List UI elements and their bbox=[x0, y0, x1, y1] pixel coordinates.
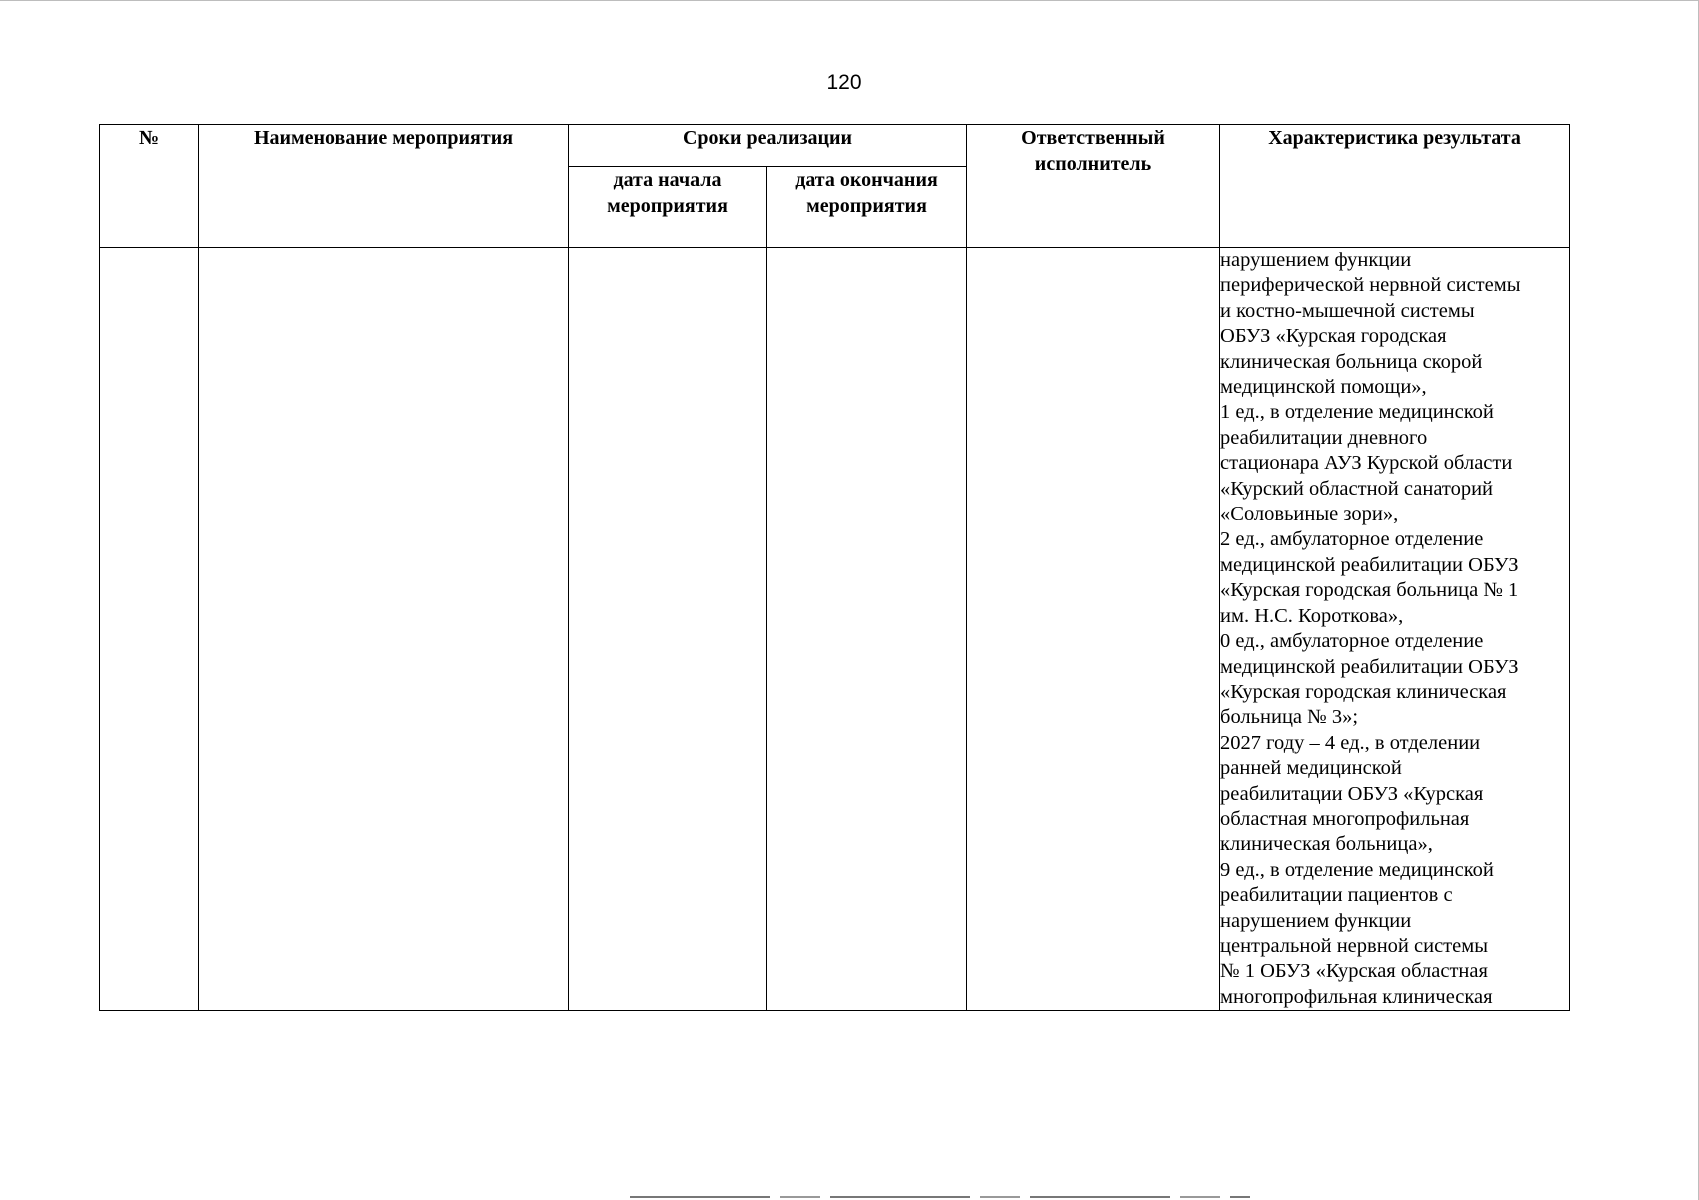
header-activity-name: Наименование мероприятия bbox=[199, 125, 569, 248]
page-number: 120 bbox=[826, 71, 862, 94]
header-start-date: дата начала мероприятия bbox=[569, 167, 767, 248]
result-line: «Курская городская больница № 1 bbox=[1220, 579, 1519, 602]
result-line: клиническая больница», bbox=[1220, 833, 1433, 856]
result-line: многопрофильная клиническая bbox=[1220, 985, 1493, 1008]
table-row bbox=[100, 248, 1570, 1011]
header-result: Характеристика результата bbox=[1220, 125, 1570, 248]
cell-number bbox=[100, 248, 199, 1011]
result-line: областная многопрофильная bbox=[1220, 807, 1470, 830]
result-line: медицинской реабилитации ОБУЗ bbox=[1220, 655, 1519, 678]
result-line: ранней медицинской bbox=[1220, 757, 1402, 780]
result-line: больница № 3»; bbox=[1220, 706, 1359, 729]
result-line: медицинской реабилитации ОБУЗ bbox=[1220, 553, 1519, 576]
header-implementation-terms: Сроки реализации bbox=[569, 125, 967, 167]
cell-responsible bbox=[967, 248, 1220, 1011]
result-line: нарушением функции bbox=[1220, 909, 1412, 932]
header-number: № bbox=[100, 125, 199, 248]
cell-activity-name bbox=[199, 248, 569, 1011]
result-line: «Соловьиные зори», bbox=[1220, 503, 1399, 526]
cell-start-date bbox=[569, 248, 767, 1011]
activities-table bbox=[99, 124, 1570, 1011]
result-line: клиническая больница скорой bbox=[1220, 350, 1483, 373]
result-line: и костно-мышечной системы bbox=[1220, 299, 1475, 322]
result-line: реабилитации ОБУЗ «Курская bbox=[1220, 782, 1484, 805]
result-line: стационара АУЗ Курской области bbox=[1220, 452, 1513, 475]
result-line: реабилитации дневного bbox=[1220, 426, 1428, 449]
result-line: периферической нервной системы bbox=[1220, 274, 1521, 297]
header-responsible: Ответственный исполнитель bbox=[967, 125, 1220, 248]
result-line: 2027 году – 4 ед., в отделении bbox=[1220, 731, 1481, 754]
result-line: нарушением функции bbox=[1220, 249, 1412, 271]
result-line: 9 ед., в отделение медицинской bbox=[1220, 858, 1494, 881]
result-line: 2 ед., амбулаторное отделение bbox=[1220, 528, 1484, 551]
result-line: реабилитации пациентов с bbox=[1220, 884, 1453, 907]
result-line: им. Н.С. Короткова», bbox=[1220, 604, 1404, 627]
header-end-date: дата окончания мероприятия bbox=[767, 167, 967, 248]
result-line: 1 ед., в отделение медицинской bbox=[1220, 401, 1494, 424]
cell-result bbox=[1220, 248, 1570, 1011]
cell-end-date bbox=[767, 248, 967, 1011]
result-line: «Курский областной санаторий bbox=[1220, 477, 1494, 500]
page-border-top bbox=[0, 0, 1699, 1]
result-line: ОБУЗ «Курская городская bbox=[1220, 325, 1447, 348]
scan-edge-marks bbox=[630, 1196, 1250, 1198]
result-line: 0 ед., амбулаторное отделение bbox=[1220, 630, 1484, 653]
result-line: медицинской помощи», bbox=[1220, 376, 1427, 399]
result-line: «Курская городская клиническая bbox=[1220, 680, 1507, 703]
result-line: центральной нервной системы bbox=[1220, 934, 1488, 957]
result-line: № 1 ОБУЗ «Курская областная bbox=[1220, 960, 1488, 983]
header-row-top bbox=[100, 125, 1570, 167]
